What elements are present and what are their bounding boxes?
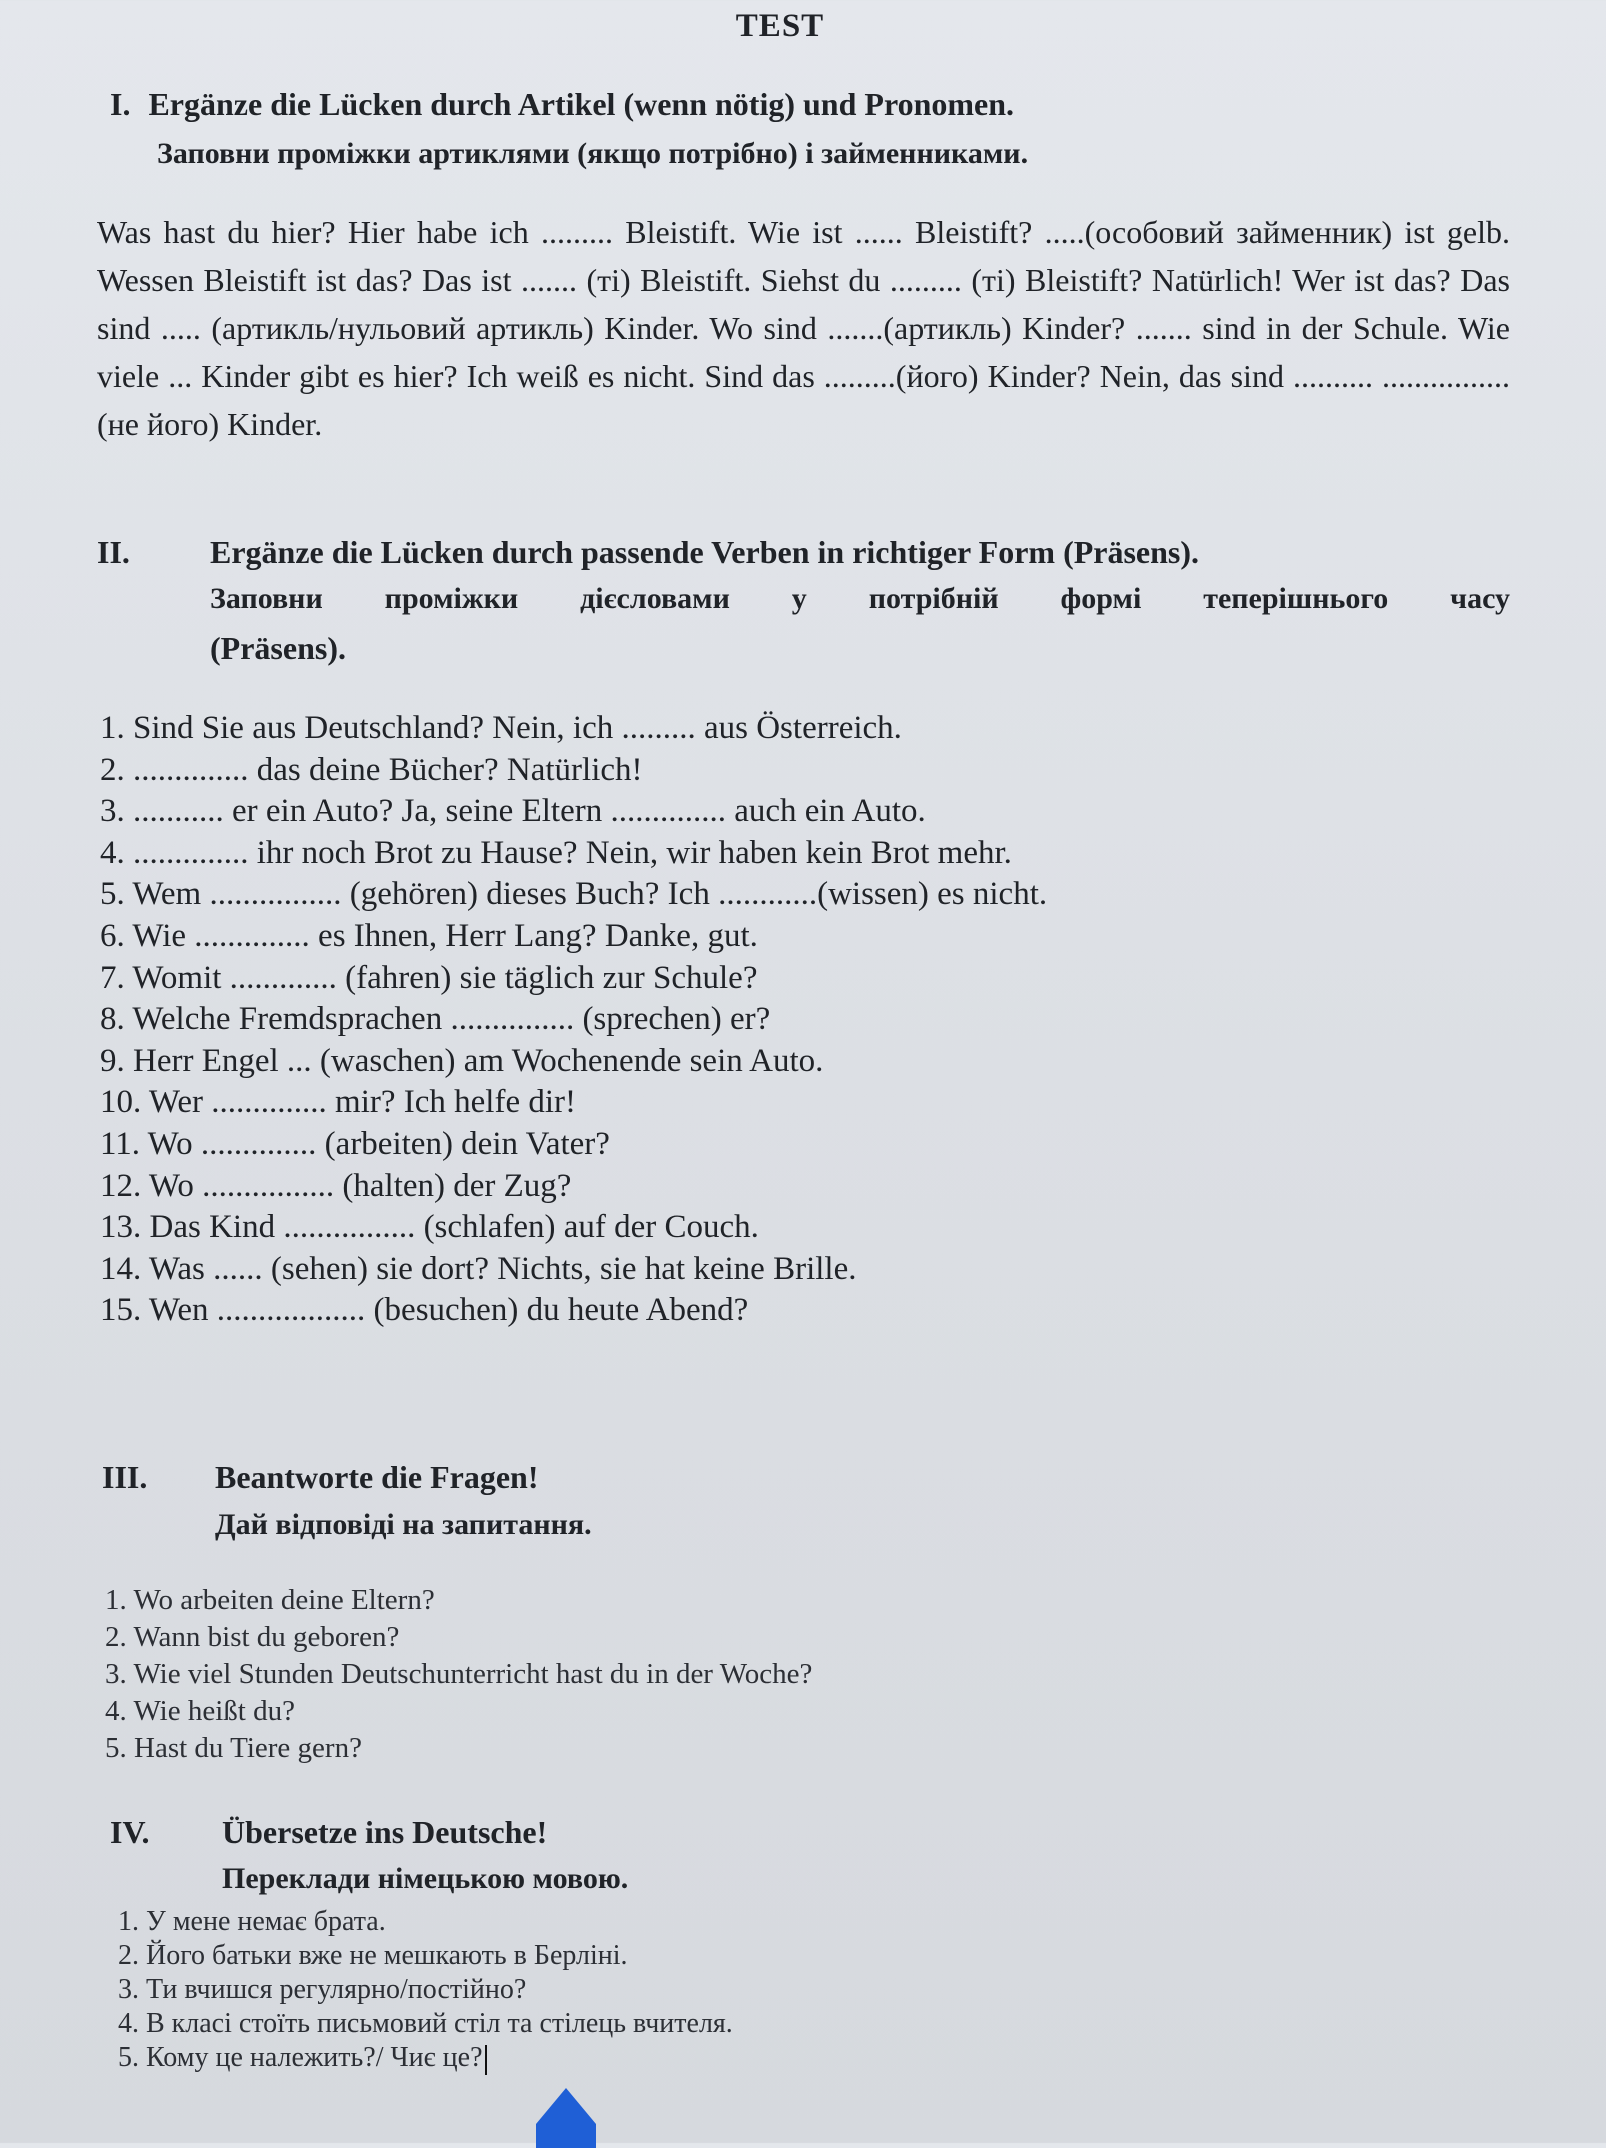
list-item: 2. Wann bist du geboren? (105, 1621, 400, 1653)
list-item: 10. Wer .............. mir? Ich helfe dir! (100, 1084, 577, 1121)
list-item: 4. В класі стоїть письмовий стіл та стілець вчителя. (118, 2008, 733, 2039)
list-item: 15. Wen .................. (besuchen) du heute Abend? (100, 1292, 749, 1329)
list-item: 5. Wem ................ (gehören) dieses Buch? Ich ............(wissen) es nicht. (100, 876, 1048, 913)
section-2-number: II. (97, 534, 130, 570)
page-title: TEST (735, 8, 825, 44)
list-item: 12. Wo ................ (halten) der Zug? (100, 1167, 572, 1204)
list-item: 2. Його батьки вже не мешкають в Берліні. (118, 1940, 628, 1971)
section-4-heading-de: Übersetze ins Deutsche! (222, 1814, 548, 1850)
list-item: 1. Wo arbeiten deine Eltern? (105, 1584, 435, 1616)
text-cursor (485, 2045, 487, 2075)
list-item: 13. Das Kind ................ (schlafen) auf der Couch. (100, 1209, 759, 1246)
list-item: 3. ........... er ein Auto? Ja, seine Eltern .............. auch ein Auto. (100, 793, 926, 830)
list-item: 1. Sind Sie aus Deutschland? Nein, ich ......... aus Österreich. (100, 710, 902, 746)
list-item: 6. Wie .............. es Ihnen, Herr Lang? Danke, gut. (100, 917, 758, 954)
section-1-number: I. (110, 86, 131, 122)
list-item: 2. .............. das deine Bücher? Natürlich! (100, 751, 643, 788)
section-3-list (105, 1582, 812, 1767)
list-item: 5. Кому це належить?/ Чиє це? (118, 2042, 483, 2073)
section-1-text: Was hast du hier? Hier habe ich ......... Bleistift. Wie ist ...... Bleistift? .....(особовий займенник) ist gelb. Wessen Bleistift ist das? Das ist ....... (ті) Bleistift. Siehst du ......... (ті) Bleistift? Natürlich! Wer ist das? Das sind ..... (артикль/нульовий артикль) Kinder. Wo sind .......(артикль) Kinder? ....... sind in der Schule. Wie viele ... Kinder gibt es hier? Ich weiß es nicht. Sind das .........(його) Kinder? Nein, das sind .......... ................(не його) Kinder. (97, 214, 1510, 442)
section-1-heading-de: Ergänze die Lücken durch Artikel (wenn nötig) und Pronomen. (148, 86, 1015, 122)
section-1-heading (110, 86, 1014, 123)
section-4-heading-uk: Переклади німецькою мовою. (222, 1862, 629, 1895)
list-item: 3. Ти вчишся регулярно/постійно? (118, 1974, 527, 2005)
list-item: 5. Hast du Tiere gern? (105, 1732, 362, 1764)
section-2-heading-uk-cont: (Präsens). (210, 630, 346, 666)
list-item: 8. Welche Fremdsprachen ............... (sprechen) er? (100, 1001, 771, 1038)
list-item: 9. Herr Engel ... (waschen) am Wochenende sein Auto. (100, 1042, 824, 1079)
list-item: 14. Was ...... (sehen) sie dort? Nichts, sie hat keine Brille. (100, 1250, 857, 1287)
section-2-list (100, 708, 1047, 1332)
section-2-heading-de: Ergänze die Lücken durch passende Verben in richtiger Form (Präsens). (210, 534, 1200, 570)
section-1-heading-uk: Заповни проміжки артиклями (якщо потрібно) і займенниками. (157, 137, 1029, 170)
section-2-heading-uk: Заповни проміжки дієсловами у потрібній формі теперішнього часу (210, 582, 1510, 615)
list-item: 11. Wo .............. (arbeiten) dein Vater? (100, 1125, 610, 1162)
list-item: 1. У мене немає брата. (118, 1906, 386, 1937)
list-item-last (118, 2041, 733, 2075)
list-item: 3. Wie viel Stunden Deutschunterricht hast du in der Woche? (105, 1658, 813, 1690)
section-4-list (118, 1905, 733, 2075)
list-item: 4. .............. ihr noch Brot zu Hause? Nein, wir haben kein Brot mehr. (100, 834, 1012, 871)
section-3-number: III. (102, 1459, 148, 1495)
selection-handle-icon[interactable] (536, 2088, 596, 2148)
list-item: 7. Womit ............. (fahren) sie täglich zur Schule? (100, 959, 758, 996)
section-3-heading-uk: Дай відповіді на запитання. (215, 1508, 592, 1541)
section-3-heading-de: Beantworte die Fragen! (215, 1459, 539, 1495)
section-4-number: IV. (110, 1814, 150, 1850)
list-item: 4. Wie heißt du? (105, 1695, 295, 1727)
